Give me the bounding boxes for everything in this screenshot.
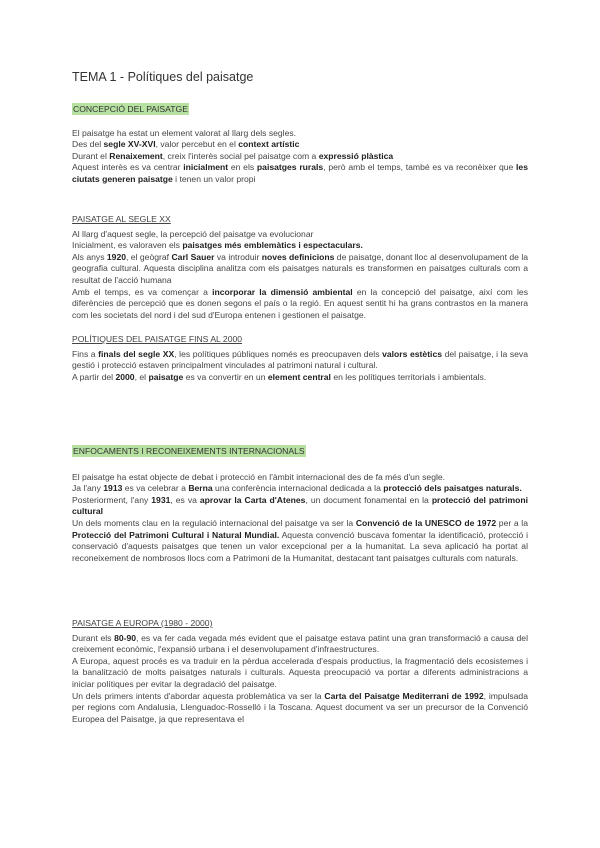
paragraph: Des del segle XV-XVI, valor percebut en el context artístic — [72, 139, 300, 150]
paragraph: A partir del 2000, el paisatge es va convertir en un element central en les polítiques territorials i ambientals. — [72, 371, 487, 382]
bold-text: expressió plàstica — [318, 150, 394, 161]
bold-text: Convenció de la UNESCO de 1972 — [355, 517, 497, 528]
section-heading: POLÍTIQUES DEL PAISATGE FINS AL 2000 — [72, 334, 243, 344]
bold-text: Berna — [188, 483, 213, 494]
bold-text: protecció del patrimoni cultural — [72, 494, 529, 517]
bold-text: 2000 — [115, 371, 135, 382]
bold-text: inicialment — [183, 162, 229, 173]
page-title: TEMA 1 - Polítiques del paisatge — [72, 70, 254, 84]
paragraph: Als anys 1920, el geògraf Carl Sauer va introduir noves definicions de paisatge, donant lloc al desenvolupament de la geografia cultural. Aquesta disciplina analitza com els paisatges naturals es transformen en paisatges culturals com a resultat de l'acció humana — [72, 251, 529, 285]
section-concepcio — [72, 104, 528, 186]
bold-text: segle XV-XVI — [103, 139, 156, 150]
bold-text: noves definicions — [261, 251, 335, 262]
paragraph: Aquest interès es va centrar inicialment en els paisatges rurals, però amb el temps, també es va reconèixer que les ciutats generen paisatge i tenen un valor propi — [72, 162, 528, 184]
bold-text: paisatges més emblemàtics i espectaculars. — [182, 240, 363, 251]
bold-text: Protecció del Patrimoni Cultural i Natural Mundial. — [72, 529, 280, 540]
bold-text: Renaixement — [109, 150, 163, 161]
section-europa — [72, 618, 528, 725]
bold-text: les ciutats generen paisatge — [72, 162, 528, 184]
paragraph: Un dels primers intents d'abordar aquesta problemàtica va ser la Carta del Paisatge Mediterrani de 1992, impulsada per regions com Andalusia, Llenguadoc-Rosselló i la Toscana. Aquest document va ser un precursor de la Convenció Europea del Paisatge, ja que representava el — [72, 690, 528, 724]
bold-text: incorporar la dimensió ambiental — [212, 286, 353, 297]
paragraph: Ja l'any 1913 es va celebrar a Berna una conferència internacional dedicada a la protecció dels paisatges naturals. — [72, 483, 522, 494]
bold-text: 80-90 — [114, 632, 137, 643]
bold-text: paisatge — [148, 371, 184, 382]
paragraph: A Europa, aquest procés es va traduir en la pèrdua accelerada d'espais productius, la fragmentació dels ecosistemes i la banalització de molts paisatges naturals i culturals. Aquesta preocupació va portar a diferents administracions a iniciar polítiques per evitar la degradació del paisatge. — [72, 655, 528, 689]
bold-text: finals del segle XX — [98, 348, 175, 359]
bold-text: element central — [267, 371, 331, 382]
bold-text: Carta del Paisatge Mediterrani de 1992 — [324, 690, 484, 701]
bold-text: 1913 — [103, 483, 123, 494]
paragraph: Inicialment, es valoraven els paisatges més emblemàtics i espectaculars. — [72, 240, 363, 251]
section-heading: CONCEPCIÓ DEL PAISATGE — [73, 104, 188, 114]
paragraph: Posteriorment, l'any 1931, es va aprovar la Carta d'Atenes, un document fonamental en la protecció del patrimoni cultural — [72, 494, 529, 517]
section-internacionals — [72, 446, 528, 564]
bold-text: 1920 — [106, 251, 127, 262]
paragraph: Amb el temps, es va començar a incorporar la dimensió ambiental en la concepció del paisatge, així com les diferències de percepció que es donen segons el país o la regió. En aquest sentit hi ha grans contrastos en la manera com les societats del nord i del sud d'Europa entenen i gestionen el paisatge. — [72, 286, 528, 320]
section-politiques-2000 — [72, 334, 528, 383]
section-heading: PAISATGE AL SEGLE XX — [72, 214, 171, 224]
paragraph: Fins a finals del segle XX, les polítiques públiques només es preocupaven dels valors estètics del paisatge, i la seva gestió i protecció estaven principalment vinculades al patrimoni natural i cultural. — [72, 348, 528, 371]
bold-text: protecció dels paisatges naturals. — [383, 483, 522, 494]
paragraph: Durant el Renaixement, creix l'interès social pel paisatge com a expressió plàstica — [72, 150, 394, 161]
paragraph: El paisatge ha estat un element valorat al llarg dels segles. — [72, 127, 297, 138]
bold-text: paisatges rurals — [256, 162, 324, 173]
bold-text: aprovar la Carta d'Atenes — [199, 494, 306, 505]
paragraph: Al llarg d'aquest segle, la percepció del paisatge va evolucionar — [72, 228, 314, 239]
bold-text: context artístic — [238, 139, 300, 150]
section-segle-xx — [72, 214, 528, 321]
bold-text: 1931 — [151, 494, 171, 505]
bold-text: valors estètics — [382, 348, 442, 359]
section-heading: PAISATGE A EUROPA (1980 - 2000) — [72, 618, 213, 628]
paragraph: El paisatge ha estat objecte de debat i protecció en l'àmbit internacional des de fa més d'un segle. — [72, 471, 446, 482]
section-heading: ENFOCAMENTS I RECONEIXEMENTS INTERNACIONALS — [73, 446, 305, 456]
paragraph: Durant els 80-90, es va fer cada vegada més evident que el paisatge estava patint una gran transformació a causa del creixement econòmic, l'expansió urbana i el desenvolupament d'infraestructures. — [72, 632, 528, 655]
bold-text: Carl Sauer — [171, 251, 215, 262]
paragraph: Un dels moments clau en la regulació internacional del paisatge va ser la Convenció de la UNESCO de 1972 per a la Protecció del Patrimoni Cultural i Natural Mundial. Aquesta convenció buscava fomentar la identificació, protecció i conservació d'aquests paisatges que tenen un valor excepcional per a la humanitat. La seva aplicació ha portat al reconeixement de nombrosos llocs com a Patrimoni de la Humanitat, destacant tant paisatges culturals com naturals. — [72, 517, 528, 563]
